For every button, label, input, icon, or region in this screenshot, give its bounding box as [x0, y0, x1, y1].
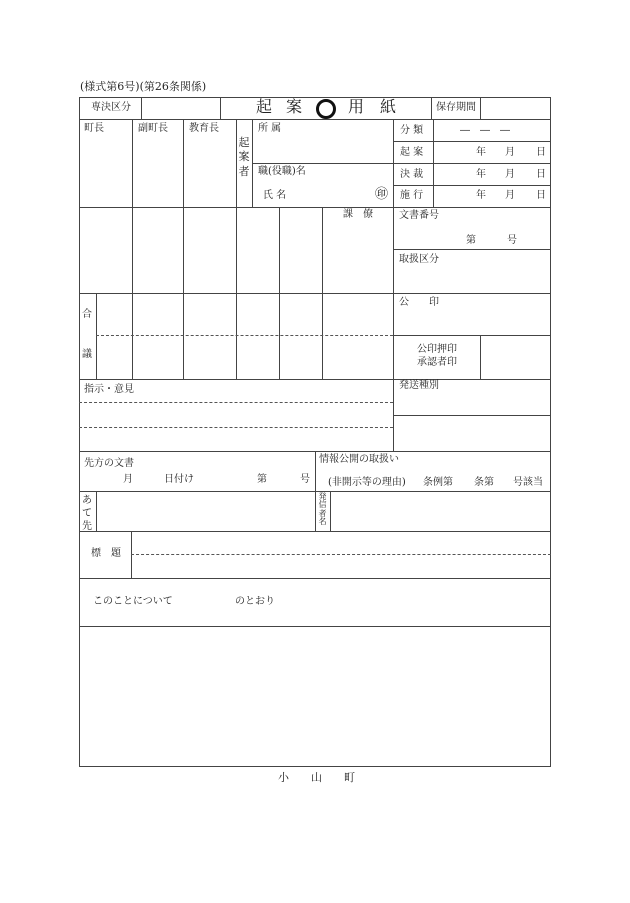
line — [79, 207, 551, 208]
sakigata-tsuki: 月 — [123, 474, 133, 485]
johokoukai-label: 情報公開の取扱い — [319, 454, 399, 465]
line — [79, 293, 551, 294]
line — [220, 97, 221, 119]
line — [79, 491, 551, 492]
year-label: 年 — [476, 190, 486, 201]
sakigata-label: 先方の文書 — [84, 458, 134, 469]
line — [393, 415, 551, 416]
koin-oushin-label: 公印押印 — [417, 344, 457, 355]
line — [393, 141, 551, 142]
line — [183, 119, 184, 379]
form-caption: (様式第6号)(第26条関係) — [80, 80, 207, 93]
line — [252, 163, 393, 164]
footer-town-name: 小 山 町 — [278, 771, 355, 784]
day-label: 日 — [536, 169, 546, 180]
bunsho-go: 号 — [507, 235, 517, 246]
fukuchocho-label: 副町長 — [138, 123, 168, 134]
sensetsu-label: 専決区分 — [91, 102, 131, 113]
ring-icon — [315, 98, 337, 120]
line — [393, 335, 551, 336]
bunsho-bango-label: 文書番号 — [399, 210, 439, 221]
kian-date-label: 起 案 — [400, 147, 424, 158]
line — [431, 97, 432, 119]
dashed-line — [79, 402, 393, 403]
title-char: 紙 — [380, 97, 397, 116]
shiko-date-label: 施 行 — [400, 190, 424, 201]
shiji-label: 指示・意見 — [84, 384, 134, 395]
kianja-vertical-label: 起案者 — [238, 136, 250, 178]
kaburyo-label: 課 僚 — [343, 209, 373, 220]
hasso-label: 発送種別 — [399, 380, 439, 391]
johokoukai-jorei: 条例第 — [423, 477, 453, 488]
day-label: 日 — [536, 190, 546, 201]
chocho-label: 町長 — [84, 123, 104, 134]
title-char: 用 — [348, 97, 365, 116]
shimei-label: 氏 名 — [263, 190, 287, 201]
no-toori-text: のとおり — [235, 596, 275, 607]
sakigata-go: 号 — [300, 474, 310, 485]
title-char: 案 — [286, 97, 303, 116]
dashed-line — [131, 554, 551, 555]
atesaki-label: あて先 — [82, 495, 92, 532]
bunsho-dai: 第 — [466, 235, 476, 246]
sakigata-dai: 第 — [257, 474, 267, 485]
line — [393, 249, 551, 250]
bunrui-label: 分 類 — [400, 125, 424, 136]
dashed-line — [79, 427, 393, 428]
line — [393, 185, 551, 186]
hasshinsha-label: 発信者名 — [318, 492, 327, 527]
line — [141, 97, 142, 119]
seal-icon: ㊞ — [375, 187, 389, 202]
toriatsukai-label: 取扱区分 — [399, 254, 439, 265]
line — [330, 491, 331, 531]
johokoukai-gaito: 号該当 — [513, 477, 543, 488]
shozoku-label: 所 属 — [258, 123, 282, 134]
johokoukai-jo: 条第 — [474, 477, 494, 488]
line — [132, 119, 133, 379]
line — [79, 626, 551, 627]
hyodai-label: 標 題 — [91, 548, 121, 559]
shoku-label: 職(役職)名 — [258, 166, 306, 177]
line — [433, 119, 434, 207]
month-label: 月 — [505, 169, 515, 180]
line — [96, 293, 97, 379]
line — [79, 578, 551, 579]
day-label: 日 — [536, 147, 546, 158]
line — [79, 379, 551, 380]
line — [393, 119, 394, 451]
dashed-line — [96, 335, 393, 336]
hozon-label: 保存期間 — [436, 102, 476, 113]
year-label: 年 — [476, 147, 486, 158]
month-label: 月 — [505, 190, 515, 201]
goukou-label-1: 合 — [82, 309, 92, 320]
koin-shounin-label: 承認者印 — [417, 357, 457, 368]
year-label: 年 — [476, 169, 486, 180]
kono-koto-text: このことについて — [93, 596, 173, 607]
goukou-label-2: 議 — [82, 349, 92, 360]
line — [236, 119, 237, 379]
bunrui-value: ― ― ― — [460, 125, 510, 136]
line — [480, 335, 481, 379]
kessai-date-label: 決 裁 — [400, 169, 424, 180]
line — [96, 491, 97, 531]
kyoikucho-label: 教育長 — [189, 123, 219, 134]
johokoukai-riyu: (非開示等の理由) — [328, 477, 406, 488]
sakigata-hizuke: 日付け — [164, 474, 194, 485]
line — [393, 163, 551, 164]
line — [480, 97, 481, 119]
koin-label: 公 印 — [399, 297, 439, 308]
month-label: 月 — [505, 147, 515, 158]
title-char: 起 — [256, 97, 273, 116]
line — [79, 531, 551, 532]
